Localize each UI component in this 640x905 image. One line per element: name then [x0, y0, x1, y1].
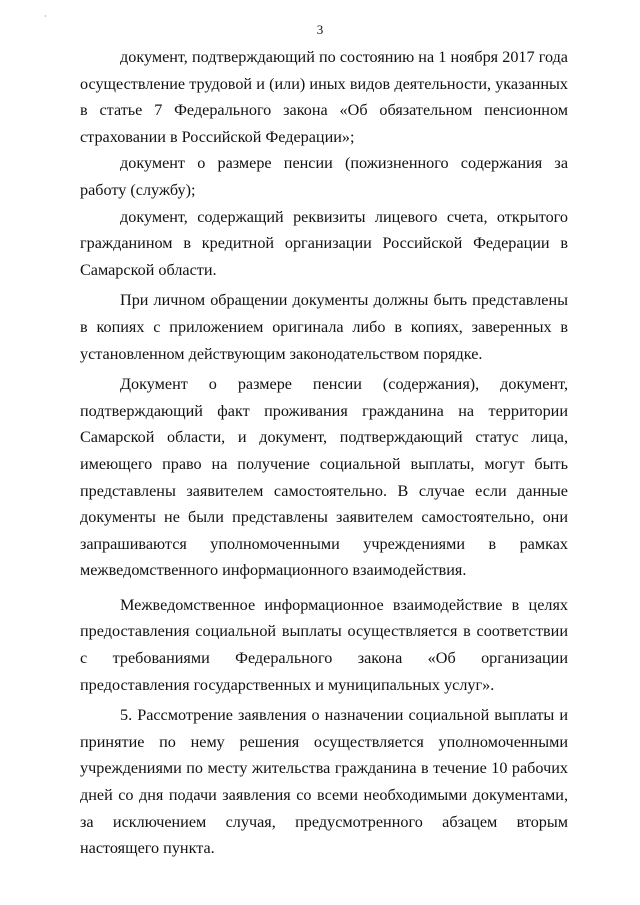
- paragraph-pension-insurance-document: документ, подтверждающий по состоянию на 1 ноября 2017 года осуществление трудовой и (или) иных видов деятельности, указанных в статье 7 Федерального закона «Об обязательном пенсионном страховании в Российской Федерации»;: [80, 48, 568, 146]
- paragraph-self-submission: Документ о размере пенсии (содержания), документ, подтверждающий факт проживания гражданина на территории Самарской области, и документ, подтверждающий статус лица, имеющего право на получение социальной выплаты, могут быть представлены заявителем самостоятельно. В случае если данные документы не были представлены заявителем самостоятельно, они запрашиваются уполномоченными учреждениями в рамках межведомственного информационного взаимодействия.: [80, 375, 568, 580]
- paragraph-pension-amount-document: документ о размере пенсии (пожизненного содержания за работу (службу);: [80, 154, 568, 199]
- page-number: 3: [316, 22, 324, 37]
- document-body: [80, 44, 568, 862]
- paragraph-review-period: 5. Рассмотрение заявления о назначении социальной выплаты и принятие по нему решения осуществляется уполномоченными учреждениями по месту жительства гражданина в течение 10 рабочих дней со дня подачи заявления со всеми необходимыми документами, за исключением случая, предусмотренного абзацем вторым настоящего пункта.: [80, 706, 568, 858]
- paragraph-personal-submission: При личном обращении документы должны быть представлены в копиях с приложением оригинала либо в копиях, заверенных в установленном действующим законодательством порядке.: [80, 291, 568, 363]
- paragraph-interagency-interaction: Межведомственное информационное взаимодействие в целях предоставления социальной выплаты осуществляется в соответствии с требованиями Федерального закона «Об организации предоставления государственных и муниципальных услуг».: [80, 595, 568, 694]
- paragraph-bank-account-document: документ, содержащий реквизиты лицевого счета, открытого гражданином в кредитной организации Российской Федерации в Самарской области.: [80, 207, 568, 279]
- page-mark: ·: [44, 12, 47, 21]
